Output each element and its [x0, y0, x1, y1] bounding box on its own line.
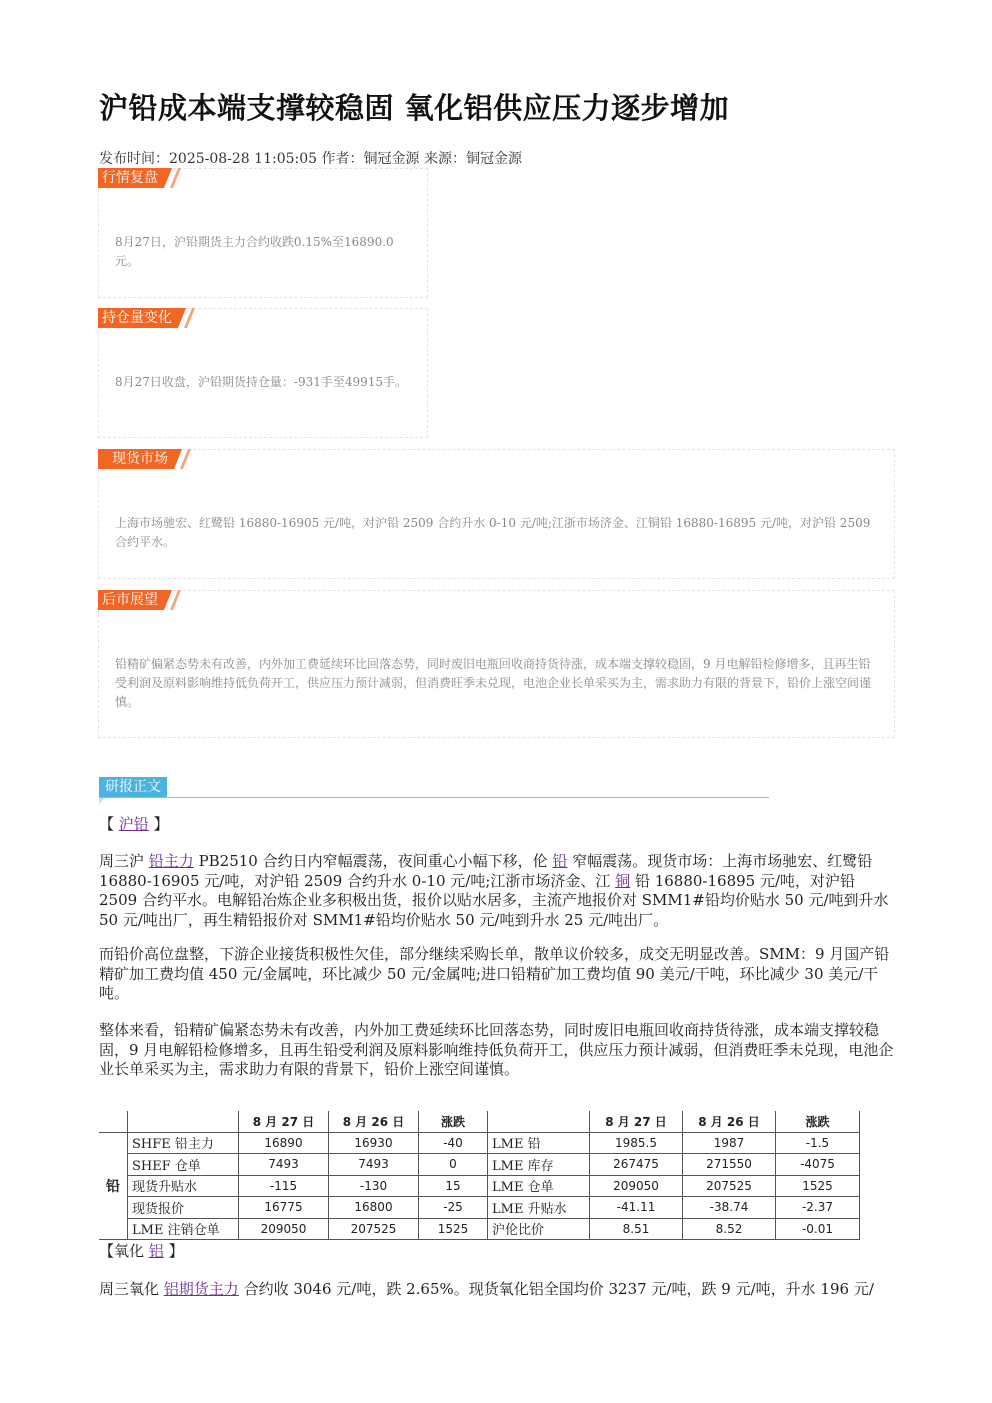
page-title: 沪铅成本端支撑较稳固 氧化铝供应压力逐步增加: [99, 91, 730, 125]
table-cell: -38.74: [683, 1197, 776, 1219]
para4-text-b: 合约收 3046 元/吨，跌 2.65%。现货氧化铝全国均价 3237 元/吨，跌 9 元/吨，升水 196 元/: [238, 1280, 874, 1298]
table-cell: 207525: [329, 1218, 419, 1240]
section-text-market-review: 8月27日，沪铅期货主力合约收跌0.15%至16890.0元。: [115, 235, 394, 268]
section-text-outlook: 铅精矿偏紧态势未有改善，内外加工费延续环比回落态势，同时废旧电瓶回收商持货待涨，成本端支撑较稳固，9 月电解铅检修增多，且再生铅受利润及原料影响维持低负荷开工，供应压力预计减弱，但消费旺季未兑现，电池企业长单采买为主，需求助力有限的背景下，铅价上涨空间谨慎。: [115, 657, 872, 709]
table-cell: 现货报价: [128, 1197, 239, 1219]
table-cell: -25: [419, 1197, 488, 1219]
paragraph-2: 而铅价高位盘整，下游企业接货积极性欠佳，部分继续采购长单，散单议价较多，成交无明显改善。SMM：9 月国产铅精矿加工费均值 450 元/金属吨，环比减少 50 元/金属吨;进口铅精矿加工费均值 90 美元/干吨，环比减少 30 美元/干吨。: [99, 945, 890, 1002]
table-cell: -40: [419, 1132, 488, 1154]
section-outlook: [98, 590, 895, 738]
section-tag-market-review: 行情复盘: [98, 168, 164, 188]
table-cell: LME 升贴水: [488, 1197, 590, 1219]
alumina-heading-close: 】: [163, 1242, 184, 1260]
table-cell: 沪伦比价: [488, 1218, 590, 1240]
section-text-open-interest: 8月27日收盘，沪铅期货持仓量：-931手至49915手。: [115, 375, 408, 389]
table-cell: 16930: [329, 1132, 419, 1154]
table-cell: LME 注销仓单: [128, 1218, 239, 1240]
table-cell: 1987: [683, 1132, 776, 1154]
table-header-cell: 8 月 27 日: [590, 1111, 683, 1132]
section-spot-market: [98, 449, 895, 579]
section-tag-spot-market: 现货市场: [98, 449, 174, 469]
table-row: [99, 1197, 860, 1219]
table-header-cell: [99, 1111, 128, 1132]
link-lead[interactable]: 铅: [552, 852, 568, 870]
table-cell: 209050: [239, 1218, 329, 1240]
table-cell: 8.52: [683, 1218, 776, 1240]
table-cell: -115: [239, 1175, 329, 1197]
table-header-cell: [488, 1111, 590, 1132]
para1-text-d: 铅 16880-16895 元/吨，对沪铅 2509 合约平水。电解铅冶炼企业多积极出货，报价以贴水居多，主流产地报价对 SMM1#铅均价贴水 50 元/吨到升水 50 元/吨出厂，再生精铅报价对 SMM1#铅均价贴水 50 元/吨到升水 25 元/吨出厂。: [99, 871, 889, 929]
table-cell: SHEF 仓单: [128, 1154, 239, 1176]
table-cell: 15: [419, 1175, 488, 1197]
table-cell: 现货升贴水: [128, 1175, 239, 1197]
table-cell: 1985.5: [590, 1132, 683, 1154]
table-group-label: 铅: [99, 1132, 128, 1240]
table-header-row: [99, 1111, 860, 1132]
para1-text-b: PB2510 合约日内窄幅震荡，夜间重心小幅下移，伦: [193, 852, 553, 870]
report-body-tag-shadow: [99, 798, 105, 804]
table-cell: 1525: [776, 1175, 860, 1197]
table-cell: 16800: [329, 1197, 419, 1219]
table-header-cell: 涨跌: [419, 1111, 488, 1132]
table-cell: -41.11: [590, 1197, 683, 1219]
table-cell: 271550: [683, 1154, 776, 1176]
paragraph-1: [99, 852, 894, 930]
table-cell: LME 铅: [488, 1132, 590, 1154]
report-body-tag: 研报正文: [99, 777, 167, 798]
table-cell: -1.5: [776, 1132, 860, 1154]
lead-heading: [99, 815, 894, 835]
section-text-spot-market: 上海市场驰宏、红鹭铅 16880-16905 元/吨，对沪铅 2509 合约升水 0-10 元/吨;江浙市场济金、江铜铅 16880-16895 元/吨，对沪铅 2509 合约平水。: [115, 516, 871, 549]
table-header-cell: 8 月 26 日: [683, 1111, 776, 1132]
report-body-divider: [99, 797, 769, 798]
table-row: [99, 1218, 860, 1240]
table-cell: 1525: [419, 1218, 488, 1240]
table-cell: 207525: [683, 1175, 776, 1197]
table-row: [99, 1154, 860, 1176]
article-meta: 发布时间：2025-08-28 11:05:05 作者：铜冠金源 来源：铜冠金源: [99, 151, 522, 167]
paragraph-4: [99, 1280, 894, 1300]
table-cell: 267475: [590, 1154, 683, 1176]
para1-text-c: 窄幅震荡。现货市场：上海市场驰宏、红鹭铅 16880-16905 元/吨，对沪铅 2509 合约升水 0-10 元/吨;江浙市场济金、江: [99, 852, 873, 890]
table-cell: LME 仓单: [488, 1175, 590, 1197]
table-cell: -130: [329, 1175, 419, 1197]
table-header-cell: 涨跌: [776, 1111, 860, 1132]
table-header-cell: 8 月 27 日: [239, 1111, 329, 1132]
price-table: [99, 1111, 860, 1240]
table-cell: LME 库存: [488, 1154, 590, 1176]
table-cell: 0: [419, 1154, 488, 1176]
link-aluminum[interactable]: 铝: [148, 1242, 164, 1260]
table-cell: 16775: [239, 1197, 329, 1219]
link-lead-main[interactable]: 铅主力: [148, 852, 194, 870]
table-cell: -4075: [776, 1154, 860, 1176]
table-cell: -2.37: [776, 1197, 860, 1219]
table-cell: SHFE 铅主力: [128, 1132, 239, 1154]
table-cell: 209050: [590, 1175, 683, 1197]
para4-text-a: 周三氧化: [99, 1280, 164, 1298]
table-header-cell: [128, 1111, 239, 1132]
table-row: [99, 1175, 860, 1197]
table-cell: 7493: [239, 1154, 329, 1176]
table-cell: 7493: [329, 1154, 419, 1176]
para1-text-a: 周三沪: [99, 852, 149, 870]
link-aluminum-futures-main[interactable]: 铝期货主力: [163, 1280, 239, 1298]
link-copper[interactable]: 铜: [615, 871, 631, 890]
section-open-interest: [98, 308, 428, 438]
lead-heading-open: 【: [99, 815, 119, 833]
table-cell: -0.01: [776, 1218, 860, 1240]
table-cell: 8.51: [590, 1218, 683, 1240]
link-hu-qian[interactable]: 沪铅: [118, 815, 149, 833]
lead-heading-close: 】: [148, 815, 169, 833]
paragraph-3: 整体来看，铅精矿偏紧态势未有改善，内外加工费延续环比回落态势，同时废旧电瓶回收商持货待涨，成本端支撑较稳固，9 月电解铅检修增多，且再生铅受利润及原料影响维持低负荷开工，供应压力预计减弱，但消费旺季未兑现，电池企业长单采买为主，需求助力有限的背景下，铅价上涨空间谨慎。: [99, 1021, 894, 1078]
section-market-review: [98, 168, 428, 298]
table-cell: 16890: [239, 1132, 329, 1154]
table-header-cell: 8 月 26 日: [329, 1111, 419, 1132]
table-row: [99, 1132, 860, 1154]
section-tag-open-interest: 持仓量变化: [98, 308, 178, 328]
alumina-heading-open: 【氧化: [99, 1242, 149, 1260]
section-tag-outlook: 后市展望: [98, 590, 164, 610]
alumina-heading: [99, 1242, 894, 1262]
